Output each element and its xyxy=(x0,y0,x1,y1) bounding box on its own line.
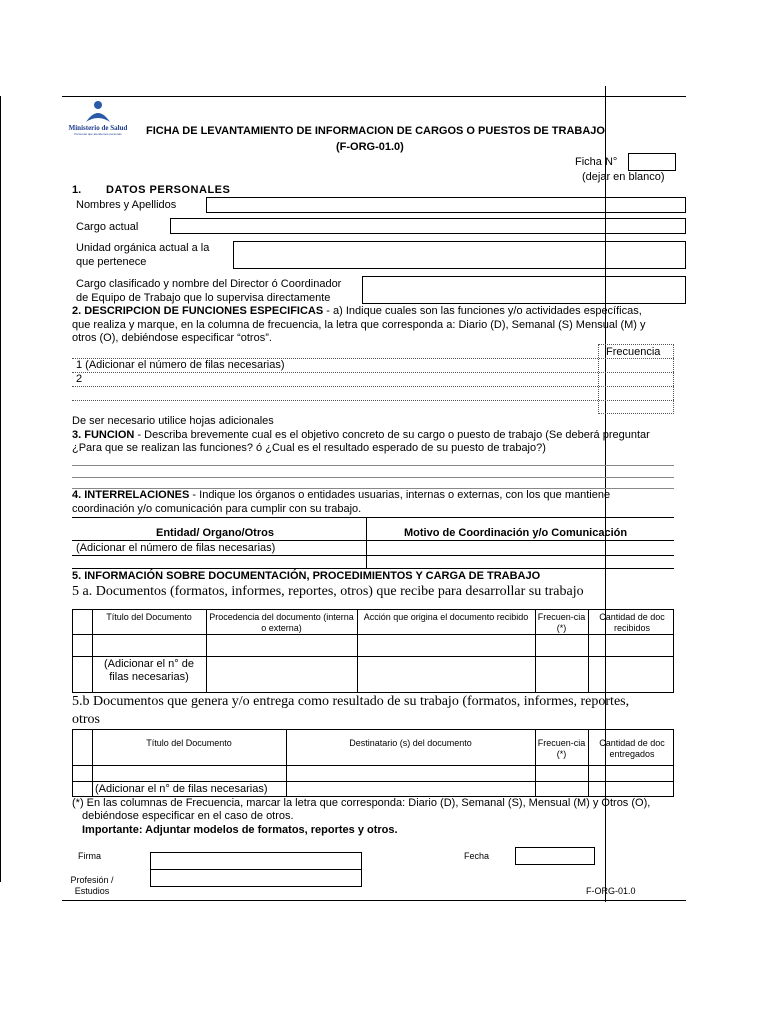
interrel-row-line xyxy=(72,555,674,556)
frequency-header: Frecuencia xyxy=(606,346,661,358)
ficha-number-field[interactable] xyxy=(628,153,676,171)
section2-text-3: otros (O), debiéndose especificar “otros”. xyxy=(72,332,272,344)
table-5a-row[interactable]: (Adicionar el n° de filas necesarias) xyxy=(103,658,194,683)
table-5b-col-title: Título del Documento xyxy=(146,738,232,748)
answer-line[interactable] xyxy=(72,465,674,466)
table-5a-col-line xyxy=(588,609,589,693)
profesion-field[interactable] xyxy=(150,869,362,887)
func-row-1[interactable]: 1 (Adicionar el número de filas necesarias) xyxy=(76,359,285,371)
table-5a-col-origin: Procedencia del documento (interna o externa) xyxy=(209,612,354,633)
form-code: (F-ORG-01.0) xyxy=(336,141,404,153)
table-5b-col-recipient: Destinatario (s) del documento xyxy=(349,738,472,748)
left-edge-rule xyxy=(0,96,1,882)
profesion-label xyxy=(62,875,122,897)
top-rule xyxy=(62,96,686,97)
section2-note: De ser necesario utilice hojas adicionales xyxy=(72,415,274,427)
table-5a-col-line xyxy=(206,609,207,693)
func-row-divider xyxy=(72,372,674,373)
interrel-col-motive: Motivo de Coordinación y/o Comunicación xyxy=(404,527,628,539)
profesion-label-1: Profesión / xyxy=(70,875,114,885)
table-5a-col-count: Cantidad de doc recibidos xyxy=(599,612,665,633)
func-row-divider xyxy=(72,386,674,387)
table-5b-col-line xyxy=(286,729,287,797)
table-5b-col-line xyxy=(92,729,93,797)
interrel-table-top xyxy=(72,517,674,518)
cargo-field[interactable] xyxy=(170,218,686,234)
clasif-label-1: Cargo clasificado y nombre del Director ó Coordinador xyxy=(76,278,342,290)
unidad-label-1: Unidad orgánica actual a la xyxy=(76,242,210,254)
section3-text-1: - Describa brevemente cual es el objetivo concreto de su cargo o puesto de trabajo (Se deberá preguntar xyxy=(137,429,650,441)
page-title: FICHA DE LEVANTAMIENTO DE INFORMACION DE CARGOS O PUESTOS DE TRABAJO xyxy=(146,125,605,137)
unidad-field[interactable] xyxy=(233,241,686,269)
bottom-rule xyxy=(62,900,686,901)
interrel-col-entity: Entidad/ Organo/Otros xyxy=(156,527,274,539)
firma-field[interactable] xyxy=(150,852,362,870)
section1-heading: DATOS PERSONALES xyxy=(106,184,231,196)
section2-text-2: que realiza y marque, en la columna de frecuencia, la letra que corresponda a: Diario (D), Semanal (S) Mensual (M) y xyxy=(72,319,646,331)
section4-text-1: - Indique los órganos o entidades usuarias, internas o externas, con los que mantiene xyxy=(192,489,611,501)
fecha-field[interactable] xyxy=(515,847,595,865)
table-5a-col-title: Título del Documento xyxy=(106,612,192,622)
table-5b-col-frequency: Frecuen-cia (*) xyxy=(537,738,586,759)
section5a-title: 5 a. Documentos (formatos, informes, reportes, otros) que recibe para desarrollar su trabajo xyxy=(72,584,584,599)
nombres-label: Nombres y Apellidos xyxy=(76,199,177,211)
interrel-row-1[interactable]: (Adicionar el número de filas necesarias) xyxy=(76,542,276,554)
unidad-label-2: que pertenece xyxy=(76,256,147,268)
section2-text-1: - a) Indique cuales son las funciones y/o actividades específicas, xyxy=(326,305,642,317)
frequency-note-1: (*) En las columnas de Frecuencia, marcar la letra que corresponda: Diario (D), Semanal (S), Mensual (M) y Otros (O), xyxy=(72,797,651,809)
table-5a-col-line xyxy=(357,609,358,693)
interrel-row-line xyxy=(72,568,674,569)
answer-line[interactable] xyxy=(72,477,674,478)
section5b-title-1: 5.b Documentos que genera y/o entrega como resultado de su trabajo (formatos, informes, reportes, xyxy=(72,694,630,709)
section5-heading: 5. INFORMACIÓN SOBRE DOCUMENTACIÓN, PROCEDIMIENTOS Y CARGA DE TRABAJO xyxy=(72,570,541,582)
section4-text-2: coordinación y/o comunicación para cumplir con su trabajo. xyxy=(72,503,362,515)
logo-text: Ministerio de Salud xyxy=(68,124,128,132)
fecha-label: Fecha xyxy=(464,851,490,861)
person-logo-icon xyxy=(62,100,134,126)
section4-heading: 4. INTERRELACIONES xyxy=(72,489,190,501)
table-5a-col-line xyxy=(535,609,536,693)
table-5b-col-line xyxy=(535,729,536,797)
table-5b-col-line xyxy=(588,729,589,797)
table-5a-col-frequency: Frecuen-cia (*) xyxy=(537,612,586,633)
ficha-note: (dejar en blanco) xyxy=(582,171,665,183)
cargo-label: Cargo actual xyxy=(76,221,139,233)
section3-text-2: ¿Para que se realizan las funciones? ó ¿Cual es el resultado esperado de su puesto de trabajo?) xyxy=(72,442,546,454)
section5b-title-2: otros xyxy=(72,712,100,727)
profesion-label-2: Estudios xyxy=(74,886,110,896)
ministry-logo xyxy=(62,100,134,140)
table-5b-header-line xyxy=(72,765,674,766)
clasif-label-2: de Equipo de Trabajo que lo supervisa directamente xyxy=(76,292,331,304)
nombres-field[interactable] xyxy=(206,197,686,213)
section1-number: 1. xyxy=(72,184,82,196)
section3-heading: 3. FUNCION xyxy=(72,429,135,441)
firma-label: Firma xyxy=(78,851,101,861)
logo-subtitle: Personas que atendemos personas xyxy=(74,132,122,136)
ficha-label: Ficha N° xyxy=(575,156,618,168)
table-5b-row[interactable]: (Adicionar el n° de filas necesarias) xyxy=(95,783,268,795)
clasif-field[interactable] xyxy=(362,276,686,304)
table-5a-col-action: Acción que origina el documento recibido xyxy=(363,612,529,622)
table-5a-col-line xyxy=(92,609,93,693)
func-row-2[interactable]: 2 xyxy=(76,373,83,385)
table-5b-row-line xyxy=(72,781,674,782)
section2-heading: 2. DESCRIPCION DE FUNCIONES ESPECIFICAS xyxy=(72,305,324,317)
table-5a-header-line xyxy=(72,634,674,635)
table-5a-row-line xyxy=(72,656,674,657)
interrel-row-line xyxy=(72,540,674,541)
important-note: Importante: Adjuntar modelos de formatos, reportes y otros. xyxy=(82,824,398,836)
func-row-divider xyxy=(72,400,674,401)
table-5b-col-count: Cantidad de doc entregados xyxy=(599,738,665,759)
interrel-col-divider xyxy=(366,517,367,569)
frequency-note-2: debiéndose especificar en el caso de otros. xyxy=(82,810,294,822)
footer-code: F-ORG-01.0 xyxy=(586,886,636,896)
